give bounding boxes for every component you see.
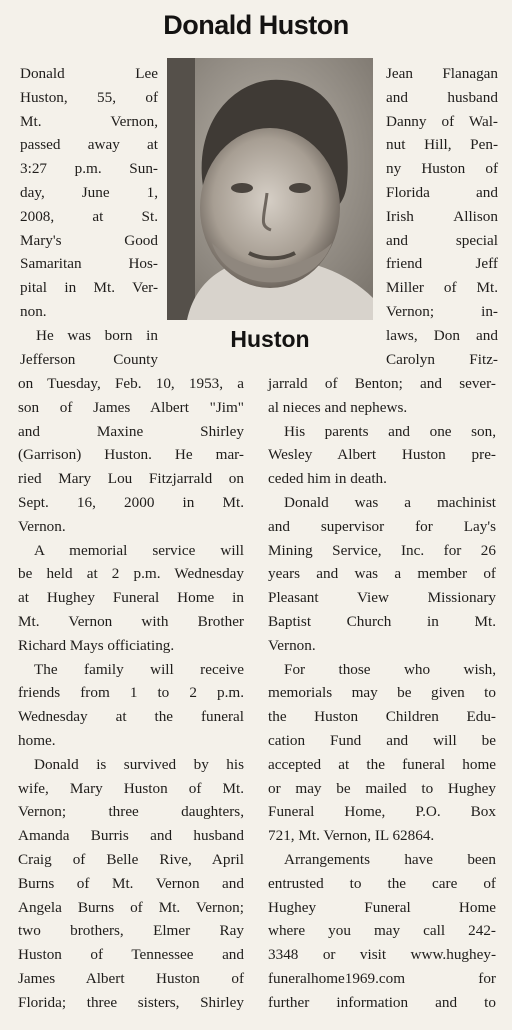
text-line: and husband [386, 88, 498, 106]
text-line: memorials may be given to [268, 684, 496, 702]
text-line: Wednesday at the funeral [18, 708, 244, 726]
text-line: 3:27 p.m. Sun- [20, 160, 158, 178]
text-line: accepted at the funeral home [268, 755, 496, 773]
text-line: non. [20, 302, 47, 320]
text-line: Irish Allison [386, 207, 498, 225]
text-line: and special [386, 231, 498, 249]
text-line: Vernon; in- [386, 302, 498, 320]
text-line: two brothers, Elmer Ray [18, 922, 244, 940]
text-line: Hughey Funeral Home [268, 898, 496, 916]
text-line: ny Huston of [386, 160, 498, 178]
text-line: Florida; three sisters, Shirley [18, 993, 244, 1011]
text-line: friends from 1 to 2 p.m. [18, 684, 244, 702]
text-line: Angela Burns of Mt. Vernon; [18, 898, 244, 916]
left-column-bottom-text [18, 372, 244, 1015]
text-line: ried Mary Lou Fitzjarrald on [18, 470, 244, 488]
text-line: Huston of Tennessee and [18, 946, 244, 964]
text-line: Pleasant View Missionary [268, 589, 496, 607]
right-column-top-text [386, 62, 498, 371]
text-line: passed away at [20, 136, 158, 154]
portrait-image [167, 58, 373, 320]
text-line: He was born in [36, 326, 158, 344]
text-line: Wesley Albert Huston pre- [268, 446, 496, 464]
text-line: and supervisor for Lay's [268, 517, 496, 535]
text-line: Craig of Belle Rive, April [18, 850, 244, 868]
text-line: be held at 2 p.m. Wednesday [18, 565, 244, 583]
text-line: Jean Flanagan [386, 65, 498, 82]
text-line: where you may call 242- [268, 922, 496, 940]
text-line: Arrangements have been [284, 850, 496, 868]
text-line: (Garrison) Huston. He mar- [18, 446, 244, 464]
text-line: cation Fund and will be [268, 731, 496, 749]
text-line: Samaritan Hos- [20, 255, 158, 273]
text-line: Carolyn Fitz- [386, 350, 498, 368]
text-line: Vernon; three daughters, [18, 803, 244, 821]
text-line: jarrald of Benton; and sever- [268, 375, 496, 392]
left-column-top-text [20, 62, 158, 371]
text-line: For those who wish, [284, 660, 496, 678]
text-line: Vernon. [268, 636, 316, 654]
text-line: Funeral Home, P.O. Box [268, 803, 496, 821]
text-line: home. [18, 731, 56, 749]
portrait-photo [167, 58, 373, 320]
text-line: at Hughey Funeral Home in [18, 589, 244, 607]
text-line: and Maxine Shirley [18, 422, 244, 440]
text-line: wife, Mary Huston of Mt. [18, 779, 244, 797]
text-line: funeralhome1969.com for [268, 969, 496, 987]
text-line: or may be mailed to Hughey [268, 779, 496, 797]
text-line: Danny of Wal- [386, 112, 498, 130]
text-line: on Tuesday, Feb. 10, 1953, a [18, 375, 244, 392]
text-line: Sept. 16, 2000 in Mt. [18, 493, 244, 511]
text-line: Donald Lee [20, 65, 158, 82]
text-line: further information and to [268, 993, 496, 1011]
text-line: Mary's Good [20, 231, 158, 249]
text-line: Huston, 55, of [20, 88, 158, 106]
text-line: The family will receive [34, 660, 244, 678]
text-line: 2008, at St. [20, 207, 158, 225]
text-line: Florida and [386, 183, 498, 201]
text-line: Burns of Mt. Vernon and [18, 874, 244, 892]
text-line: Jefferson County [20, 350, 158, 368]
right-column-bottom-text [268, 372, 496, 1015]
obituary-title: Donald Huston [163, 10, 349, 40]
text-line: ceded him in death. [268, 470, 387, 488]
text-line: Richard Mays officiating. [18, 636, 175, 654]
text-line: Miller of Mt. [386, 279, 498, 297]
text-line: 3348 or visit www.hughey- [268, 946, 496, 964]
text-line: His parents and one son, [284, 422, 496, 440]
text-line: years and was a member of [268, 565, 496, 583]
text-line: Vernon. [18, 517, 66, 535]
text-line: son of James Albert "Jim" [18, 398, 244, 416]
text-line: Mt. Vernon, [20, 112, 158, 130]
text-line: day, June 1, [20, 183, 158, 201]
text-line: 721, Mt. Vernon, IL 62864. [268, 827, 435, 845]
text-line: laws, Don and [386, 326, 498, 344]
text-line: friend Jeff [386, 255, 498, 273]
text-line: Donald was a machinist [284, 493, 496, 511]
text-line: Amanda Burris and husband [18, 827, 244, 845]
text-line: pital in Mt. Ver- [20, 279, 158, 297]
text-line: A memorial service will [34, 541, 244, 559]
text-line: entrusted to the care of [268, 874, 496, 892]
text-line: James Albert Huston of [18, 969, 244, 987]
text-line: Baptist Church in Mt. [268, 612, 496, 630]
text-line: nut Hill, Pen- [386, 136, 498, 154]
text-line: Donald is survived by his [34, 755, 244, 773]
text-line: Mt. Vernon with Brother [18, 612, 244, 630]
text-line: the Huston Children Edu- [268, 708, 496, 726]
text-line: Mining Service, Inc. for 26 [268, 541, 496, 559]
text-line: al nieces and nephews. [268, 398, 408, 416]
photo-caption: Huston [230, 326, 310, 352]
